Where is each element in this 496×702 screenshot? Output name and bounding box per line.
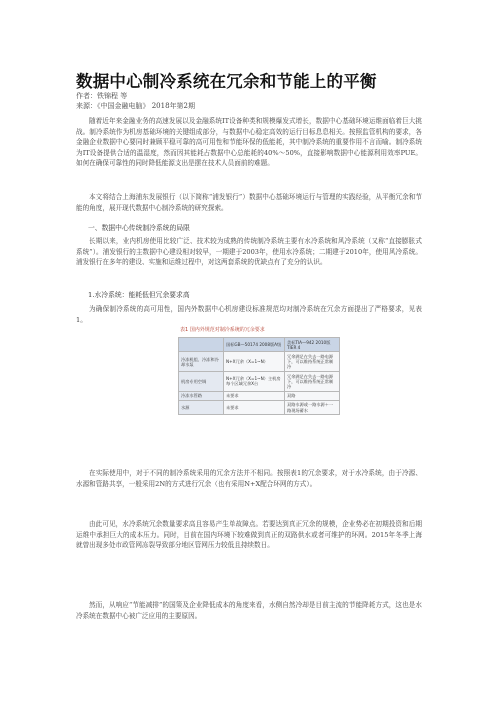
table-header-cell: 美标TIA—942 2010版 TIER 4 [285, 338, 340, 352]
paragraph-cost: 由此可见，水冷系统冗余数量要求高且容易产生单故障点。若要达到真正冗余的规模，企业势必在初期投资和后期运维中承担巨大的成本压力。同时，目前在国内环境下较难做到真正的双路供水或者可维护的环网。2015年冬季上海就曾出现多处市政管网冻裂导致部分地区管网压力较低且持续数日。 [76, 520, 422, 549]
article-title: 数据中心制冷系统在冗余和节能上的平衡 [76, 72, 377, 91]
table-cell: 冗余满足在失去一路电源下，可以维持系统正常制冷 [285, 372, 340, 392]
table-cell: 未要求 [224, 391, 285, 400]
paragraph-purpose: 本文将结合上海浦东发展银行（以下简称“浦发银行”）数据中心基础环境运行与管理的实践经验，从平衡冗余和节能的角度，展开现代数据中心制冷系统的研究探索。 [76, 193, 422, 212]
table-cell: 冷冻机组、冷冻和冷却水泵 [179, 352, 224, 372]
table-cell: 双路水源或一路水源＋一路现场蓄水 [285, 400, 340, 414]
table-cell: N+X冗余（X=1~N） [224, 352, 285, 372]
table-header-cell: 国标GB—50174 2008版A级 [224, 338, 285, 352]
table-caption: 表1 国内外规范对制冷系统的冗余要求 [180, 327, 265, 333]
section-heading-1: 一、数据中心传统制冷系统的局限 [88, 224, 190, 232]
table-cell: 水源 [179, 400, 224, 414]
table-row [179, 352, 340, 372]
table-row [179, 400, 340, 414]
paragraph-standards: 为确保制冷系统的高可用性，国内外数据中心机房建设标准规范均对制冷系统在冗余方面提出了严格要求，见表1。 [76, 305, 422, 324]
table-header-cell [179, 338, 224, 352]
table-cell: 双路 [285, 391, 340, 400]
table-cell: 未要求 [224, 400, 285, 414]
paragraph-energy: 然而，从响应“节能减排”的国策及企业降低成本的角度来看，水侧自然冷却是目前主流的节能降耗方式，这也是水冷系统在数据中心被广泛应用的主要原因。 [76, 601, 422, 620]
source-line: 来源：《中国金融电脑》 2018年第2期 [76, 102, 195, 110]
redundancy-table [178, 337, 340, 415]
table-header-row [179, 338, 340, 352]
table-cell: 机房专用空调 [179, 372, 224, 392]
table-cell: 冗余满足在失去一路电源下，可以维持系统正常制冷 [285, 352, 340, 372]
table-cell: N+X冗余（X=1~N）主机房每个区域冗余X台 [224, 372, 285, 392]
table-cell: 冷冻水管路 [179, 391, 224, 400]
author-line: 作者：铁锦程 等 [76, 92, 128, 100]
paragraph-practice: 在实际使用中，对于不同的制冷系统采用的冗余方法并不相同。按照表1的冗余要求，对于水冷系统，由于冷源、水源和管路共享，一般采用2N的方式进行冗余（也有采用N+X配合环网的方式）。 [76, 469, 422, 488]
table-row [179, 391, 340, 400]
subsection-heading-1: 1.水冷系统：能耗低但冗余要求高 [88, 291, 190, 299]
paragraph-traditional: 长期以来，业内机房使用比较广泛、技术较为成熟的传统制冷系统主要有水冷系统和风冷系统（又称“直接膨胀式系统”）。浦发银行的主数据中心建设相对较早，一期建于2003年，使用水冷系统；二期建于2010年，使用风冷系统。浦发银行在多年的建设、实施和运维过程中，对这两套系统的优缺点有了充分的认识。 [76, 237, 422, 266]
table-row [179, 372, 340, 392]
paragraph-intro: 随着近年来金融业务的高速发展以及金融系统IT设备种类和规模爆发式增长，数据中心基础环境运维面临着巨大挑战。制冷系统作为机房基础环境的关键组成部分，与数据中心稳定高效的运行目标息息相关。按照监管机构的要求，各金融企业数据中心要同时兼顾平稳可靠的高可用性和节能环保的低能耗，其中制冷系统的重要作用不言而喻。制冷系统为IT设备提供合适的温湿度，然而因其能耗占数据中心总能耗的40%～50%，直接影响数据中心能源利用效率PUE。如何在确保可靠性的同时降低能源支出是摆在技术人员面前的难题。 [76, 117, 422, 167]
